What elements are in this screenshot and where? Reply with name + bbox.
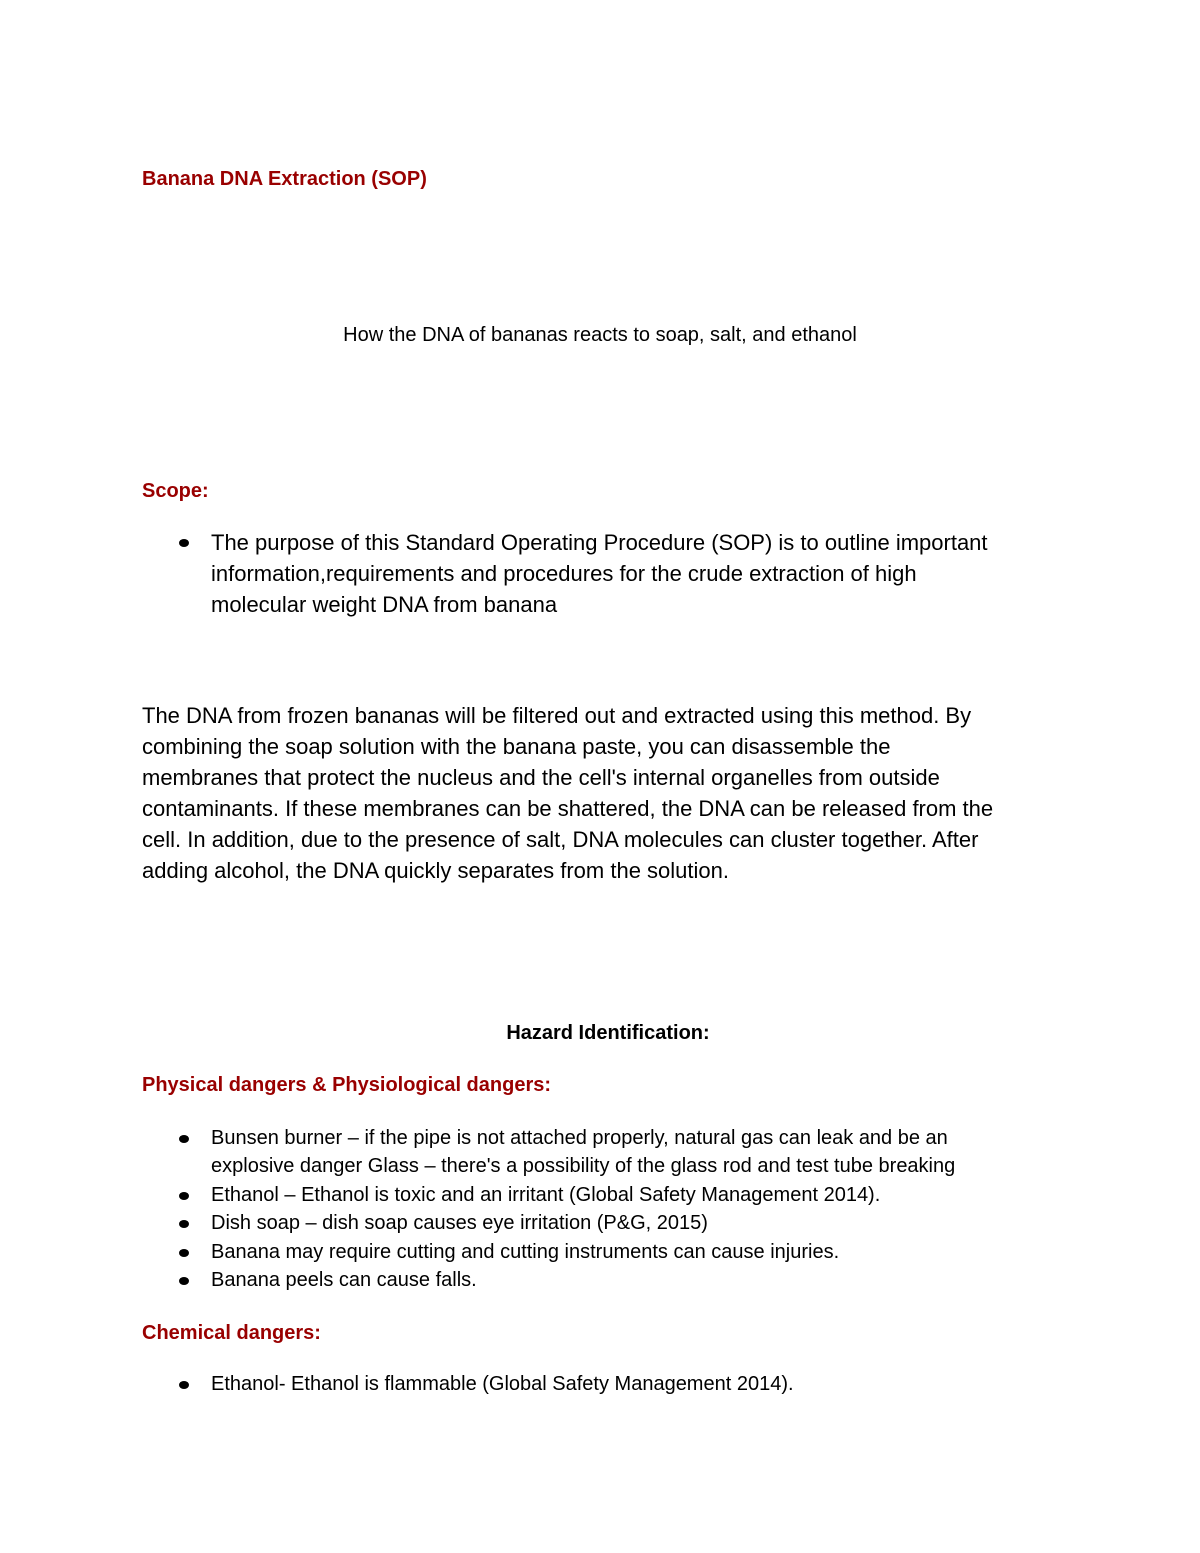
paragraph-line: membranes that protect the nucleus and the cell's internal organelles from outside bbox=[142, 765, 940, 790]
document-subtitle: How the DNA of bananas reacts to soap, salt, and ethanol bbox=[343, 324, 857, 346]
list-item-line: Ethanol – Ethanol is toxic and an irritant (Global Safety Management 2014). bbox=[211, 1183, 881, 1206]
bullet-icon bbox=[179, 1192, 189, 1200]
list-item-line: Banana may require cutting and cutting instruments can cause injuries. bbox=[211, 1240, 840, 1263]
list-item-line: Bunsen burner – if the pipe is not attached properly, natural gas can leak and be an bbox=[211, 1127, 948, 1149]
chemical-dangers-list bbox=[142, 1370, 794, 1398]
physical-dangers-list bbox=[142, 1124, 955, 1294]
bullet-icon bbox=[179, 539, 189, 547]
document-title: Banana DNA Extraction (SOP) bbox=[142, 168, 427, 190]
description-paragraph bbox=[142, 700, 993, 886]
list-item bbox=[142, 1266, 955, 1294]
bullet-icon bbox=[179, 1249, 189, 1257]
bullet-icon bbox=[179, 1135, 189, 1143]
scope-bullet-line: molecular weight DNA from banana bbox=[211, 592, 558, 617]
hazard-heading: Hazard Identification: bbox=[506, 1022, 710, 1044]
list-item bbox=[142, 1370, 794, 1398]
bullet-icon bbox=[179, 1220, 189, 1228]
paragraph-line: adding alcohol, the DNA quickly separates from the solution. bbox=[142, 858, 729, 883]
paragraph-line: combining the soap solution with the banana paste, you can disassemble the bbox=[142, 734, 891, 759]
paragraph-line: The DNA from frozen bananas will be filtered out and extracted using this method. By bbox=[142, 703, 972, 728]
list-item bbox=[142, 527, 988, 620]
physical-dangers-heading: Physical dangers & Physiological dangers: bbox=[142, 1074, 552, 1096]
paragraph-line: cell. In addition, due to the presence of salt, DNA molecules can cluster together. After bbox=[142, 827, 979, 852]
list-item-line: Dish soap – dish soap causes eye irritation (P&G, 2015) bbox=[211, 1212, 708, 1235]
bullet-icon bbox=[179, 1277, 189, 1285]
list-item bbox=[142, 1124, 955, 1181]
scope-bullet-line: The purpose of this Standard Operating Procedure (SOP) is to outline important bbox=[211, 530, 988, 555]
scope-list bbox=[142, 527, 988, 620]
scope-heading: Scope: bbox=[142, 480, 209, 502]
list-item bbox=[142, 1181, 955, 1209]
bullet-icon bbox=[179, 1381, 189, 1389]
list-item-line: explosive danger Glass – there's a possibility of the glass rod and test tube breaking bbox=[211, 1155, 956, 1178]
list-item-line: Ethanol- Ethanol is flammable (Global Safety Management 2014). bbox=[211, 1373, 794, 1395]
list-item bbox=[142, 1209, 955, 1237]
paragraph-line: contaminants. If these membranes can be shattered, the DNA can be released from the bbox=[142, 796, 994, 821]
scope-bullet-line: information,requirements and procedures for the crude extraction of high bbox=[211, 561, 917, 586]
list-item bbox=[142, 1238, 955, 1266]
chemical-dangers-heading: Chemical dangers: bbox=[142, 1322, 321, 1344]
list-item-line: Banana peels can cause falls. bbox=[211, 1269, 477, 1292]
